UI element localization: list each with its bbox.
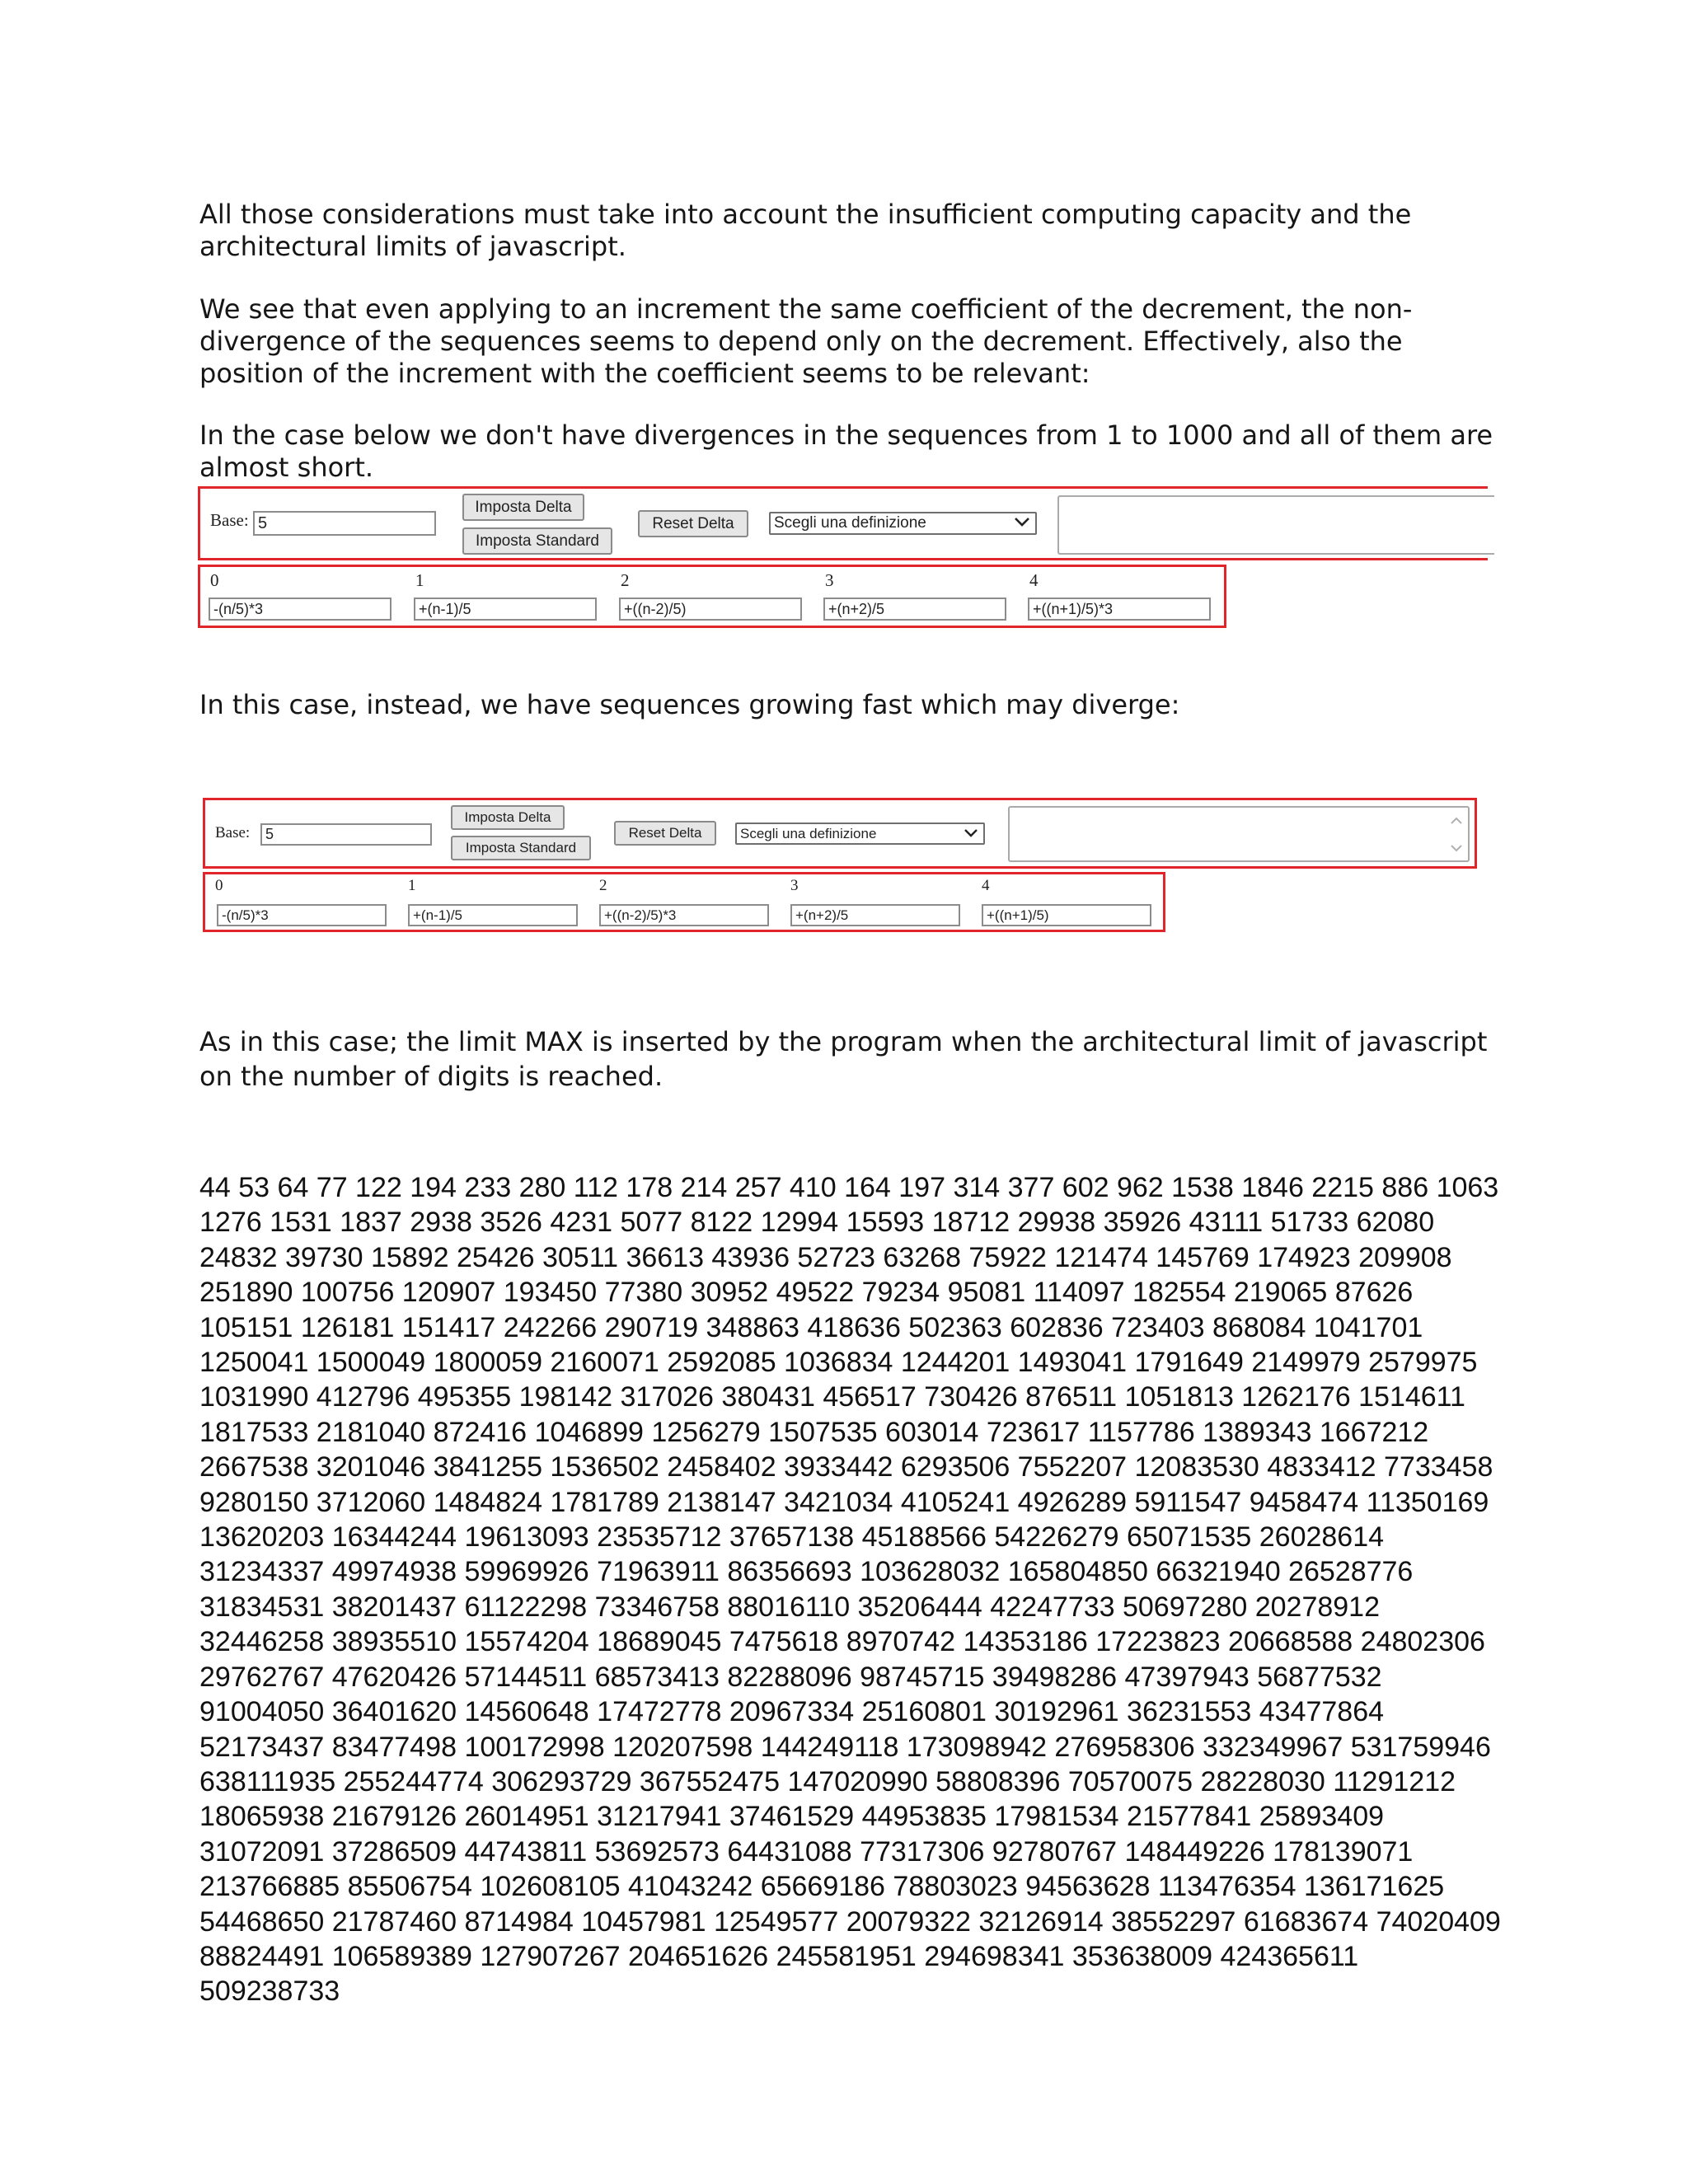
widget1-term-index-0: 0	[210, 570, 219, 590]
paragraph-increment: We see that even applying to an increment the same coefficient of the decrement, the non-divergence of the sequences seems to depend only on the decrement. Effectively, also the position of the increment with the coefficient seems to be relevant:	[199, 293, 1413, 389]
widget2-term-input-4[interactable]: +((n+1)/5)	[982, 904, 1151, 926]
widget1-term-index-3: 3	[825, 570, 834, 590]
widget2-term-input-2[interactable]: +((n-2)/5)*3	[599, 904, 769, 926]
chevron-down-icon	[1014, 514, 1030, 532]
widget2-select-value: Scegli una definizione	[740, 825, 877, 841]
widget2-definition-select[interactable]	[735, 823, 985, 845]
widget2-control-panel	[203, 798, 1477, 869]
widget2-base-label: Base:	[215, 824, 251, 841]
widget1-output-textarea[interactable]	[1057, 495, 1494, 555]
widget2-reset-delta-button[interactable]: Reset Delta	[614, 821, 716, 846]
widget1-term-index-4: 4	[1029, 570, 1039, 590]
widget2-term-index-0: 0	[215, 877, 223, 894]
widget2-term-index-4: 4	[982, 877, 990, 894]
scroll-up-arrow-icon[interactable]	[1450, 813, 1463, 828]
widget1-term-index-1: 1	[415, 570, 424, 590]
widget2-term-input-1[interactable]: +(n-1)/5	[408, 904, 578, 926]
widget2-term-input-3[interactable]: +(n+2)/5	[790, 904, 960, 926]
widget1-term-input-0[interactable]: -(n/5)*3	[209, 598, 392, 621]
paragraph-case-below: In the case below we don't have divergences in the sequences from 1 to 1000 and all of them are almost short.	[199, 419, 1493, 483]
widget2-term-index-1: 1	[408, 877, 416, 894]
widget1-reset-delta-button[interactable]: Reset Delta	[638, 510, 748, 537]
chevron-down-icon	[964, 826, 978, 842]
widget2-term-index-2: 2	[599, 877, 607, 894]
widget1-term-input-3[interactable]: +(n+2)/5	[823, 598, 1006, 621]
sequence-output: 44 53 64 77 122 194 233 280 112 178 214 257 410 164 197 314 377 602 962 1538 1846 2215 886 1063 1276 1531 1837 2938 3526 4231 5077 8122 12994 15593 18712 29938 35926 43111 51733 62080 24832 39730 15892 25426 30511 36613 43936 52723 63268 75922 121474 145769 174923 209908 251890 100756 120907 193450 77380 30952 49522 79234 95081 114097 182554 219065 87626 105151 126181 151417 242266 290719 348863 418636 502363 602836 723403 868084 1041701 1250041 1500049 1800059 2160071 2592085 1036834 1244201 1493041 1791649 2149979 2579975 1031990 412796 495355 198142 317026 380431 456517 730426 876511 1051813 1262176 1514611 1817533 2181040 872416 1046899 1256279 1507535 603014 723617 1157786 1389343 1667212 2667538 3201046 3841255 1536502 2458402 3933442 6293506 7552207 12083530 4833412 7733458 9280150 3712060 1484824 1781789 2138147 3421034 4105241 4926289 5911547 9458474 11350169 13620203 16344244 19613093 23535712 37657138 45188566 54226279 65071535 26028614 31234337 49974938 59969926 71963911 86356693 103628032 165804850 66321940 26528776 31834531 38201437 61122298 73346758 88016110 35206444 42247733 50697280 20278912 32446258 38935510 15574204 18689045 7475618 8970742 14353186 17223823 20668588 24802306 29762767 47620426 57144511 68573413 82288096 98745715 39498286 47397943 56877532 91004050 36401620 14560648 17472778 20967334 25160801 30192961 36231553 43477864 52173437 83477498 100172998 120207598 144249118 173098942 276958306 332349967 531759946 638111935 255244774 306293729 367552475 147020990 58808396 70570075 28228030 11291212 18065938 21679126 26014951 31217941 37461529 44953835 17981534 21577841 25893409 31072091 37286509 44743811 53692573 64431088 77317306 92780767 148449226 178139071 213766885 85506754 102608105 41043242 65669186 78803023 94563628 113476354 136171625 54468650 21787460 8714984 10457981 12549577 20079322 32126914 38552297 61683674 74020409 88824491 106589389 127907267 204651626 245581951 294698341 353638009 424365611 509238733	[199, 1172, 1501, 2008]
widget1-term-input-2[interactable]: +((n-2)/5)	[619, 598, 802, 621]
widget2-imposta-standard-button[interactable]: Imposta Standard	[451, 836, 591, 860]
widget2-term-input-0[interactable]: -(n/5)*3	[217, 904, 387, 926]
paragraph-limit-max: As in this case; the limit MAX is inserted by the program when the architectural limit of javascript on the number of digits is reached.	[199, 1026, 1488, 1092]
widget1-definition-select[interactable]	[769, 512, 1037, 535]
paragraph-diverge: In this case, instead, we have sequences growing fast which may diverge:	[199, 689, 1180, 720]
widget2-output-textarea[interactable]	[1008, 806, 1470, 862]
widget1-term-input-4[interactable]: +((n+1)/5)*3	[1028, 598, 1211, 621]
widget2-base-input[interactable]: 5	[260, 823, 432, 846]
paragraph-intro: All those considerations must take into account the insufficient computing capacity and the architectural limits of javascript.	[199, 199, 1412, 262]
widget2-term-index-3: 3	[790, 877, 799, 894]
widget2-terms-panel	[203, 872, 1165, 932]
widget1-imposta-delta-button[interactable]: Imposta Delta	[462, 494, 584, 521]
widget1-imposta-standard-button[interactable]: Imposta Standard	[462, 527, 612, 555]
widget1-base-input[interactable]: 5	[253, 511, 436, 536]
widget1-control-panel	[198, 486, 1488, 560]
widget1-term-input-1[interactable]: +(n-1)/5	[414, 598, 597, 621]
widget2-imposta-delta-button[interactable]: Imposta Delta	[451, 805, 565, 830]
widget1-base-label: Base:	[210, 510, 249, 530]
widget1-select-value: Scegli una definizione	[774, 514, 926, 532]
widget1-term-index-2: 2	[621, 570, 630, 590]
widget1-terms-panel	[198, 565, 1226, 628]
scroll-down-arrow-icon[interactable]	[1450, 840, 1463, 855]
